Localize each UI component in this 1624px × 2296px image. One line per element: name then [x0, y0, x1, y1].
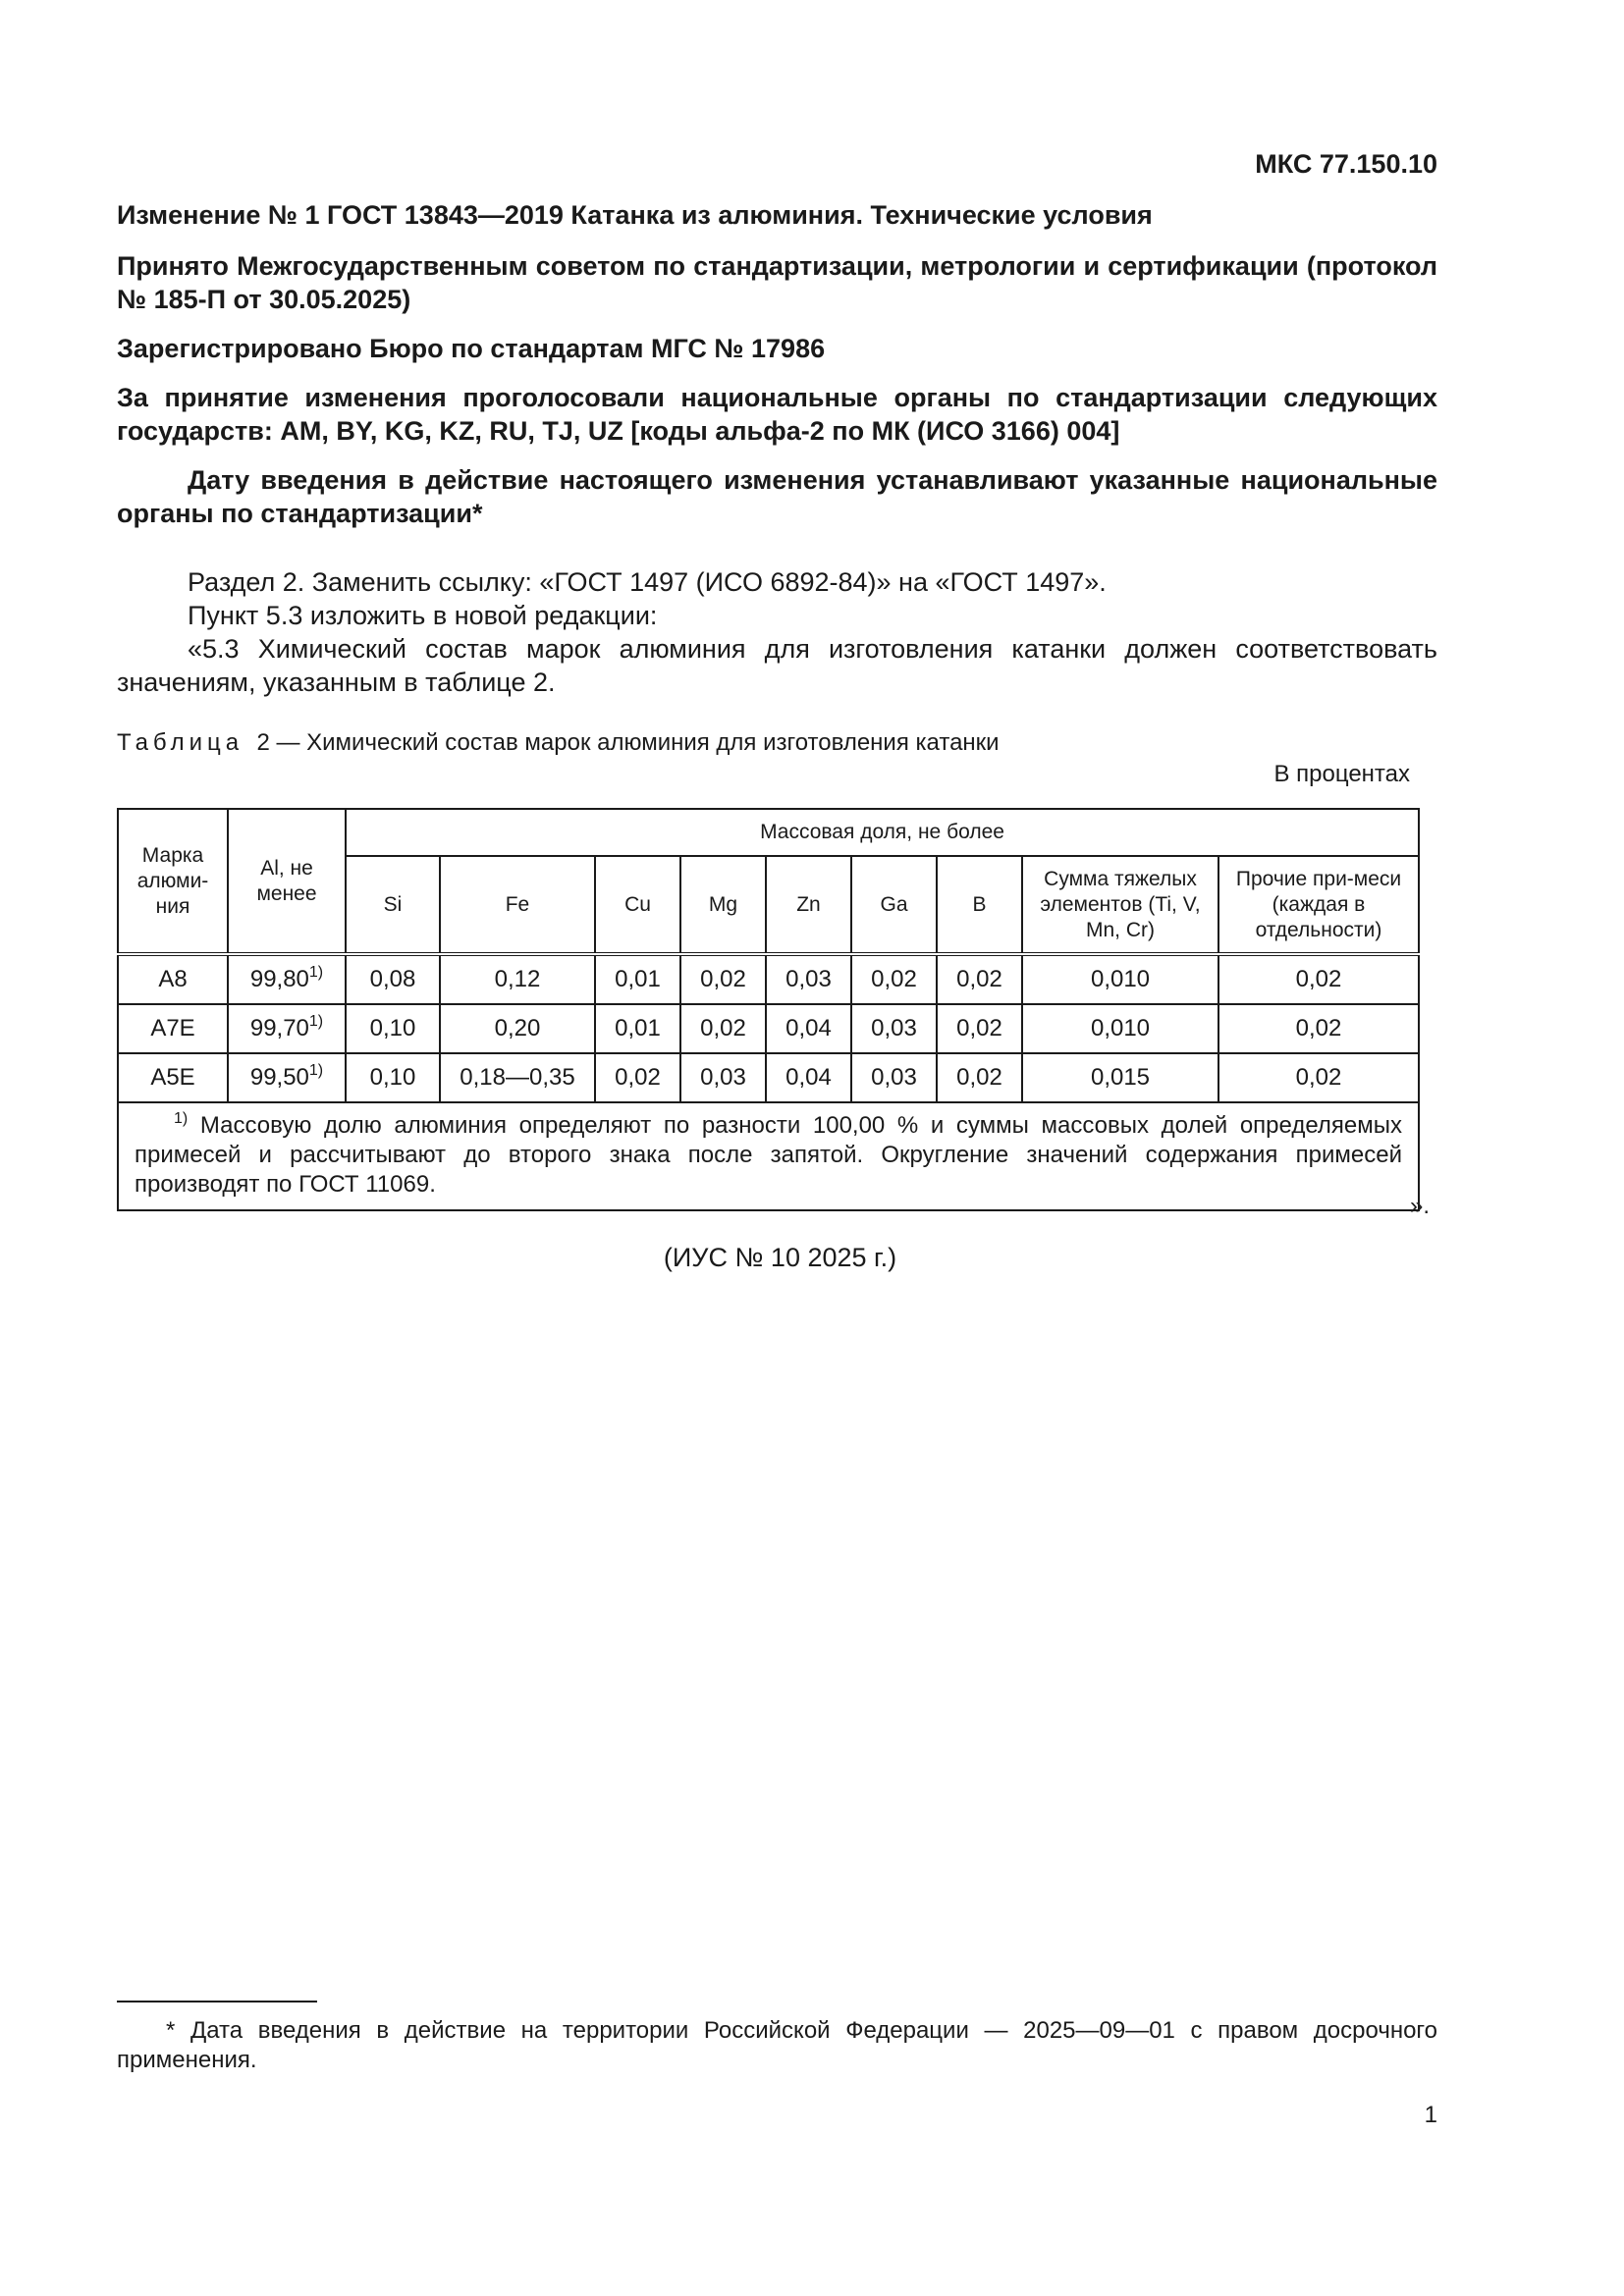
cell-heavy: 0,010: [1022, 1004, 1218, 1053]
footnote-ref: 1): [308, 964, 324, 981]
cell-zn: 0,04: [766, 1053, 851, 1102]
adoption-statement: Принято Межгосударственным советом по стандартизации, метрологии и сертификации (протокол № 185-П от 30.05.2025): [117, 251, 1437, 314]
paragraph-clause-5-3: Пункт 5.3 изложить в новой редакции:: [188, 601, 658, 630]
cell-grade: А8: [118, 954, 228, 1004]
table-note-text: Массовую долю алюминия определяют по разности 100,00 % и суммы массовых долей определяемых примесей и рассчитывают до второго знака после запятой. Округление значений содержания примесей производят по ГОСТ 11069.: [135, 1112, 1402, 1198]
effective-date-statement: Дату введения в действие настоящего изменения устанавливают указанные национальные органы по стандартизации*: [117, 465, 1437, 528]
paragraph-section-2: Раздел 2. Заменить ссылку: «ГОСТ 1497 (ИСО 6892-84)» на «ГОСТ 1497».: [188, 567, 1107, 597]
table-row: [118, 954, 1419, 1004]
cell-al: [228, 1053, 346, 1102]
header-al: Al, не менее: [228, 809, 346, 954]
chemical-composition-table: [117, 808, 1420, 1211]
cell-heavy: 0,010: [1022, 954, 1218, 1004]
cell-si: 0,08: [346, 954, 440, 1004]
cell-cu: 0,01: [595, 954, 680, 1004]
cell-al: [228, 954, 346, 1004]
cell-cu: 0,01: [595, 1004, 680, 1053]
cell-cu: 0,02: [595, 1053, 680, 1102]
cell-ga: 0,03: [851, 1004, 937, 1053]
cell-mg: 0,02: [680, 954, 766, 1004]
header-mass-fraction: Массовая доля, не более: [346, 809, 1419, 856]
header-fe: Fe: [440, 856, 595, 954]
cell-si: 0,10: [346, 1004, 440, 1053]
footnote-ref: 1): [308, 1013, 324, 1030]
header-heavy-elements: Сумма тяжелых элементов (Ti, V, Mn, Cr): [1022, 856, 1218, 954]
voting-statement: За принятие изменения проголосовали национальные органы по стандартизации следующих государств: AM, BY, KG, KZ, RU, TJ, UZ [коды альфа-2 по МК (ИСО 3166) 004]: [117, 383, 1437, 446]
cell-ga: 0,02: [851, 954, 937, 1004]
cell-al-value: 99,80: [249, 966, 309, 992]
page-number: 1: [1424, 2102, 1437, 2128]
cell-b: 0,02: [937, 954, 1022, 1004]
cell-fe: 0,12: [440, 954, 595, 1004]
cell-other: 0,02: [1218, 1053, 1419, 1102]
cell-b: 0,02: [937, 1053, 1022, 1102]
header-zn: Zn: [766, 856, 851, 954]
cell-heavy: 0,015: [1022, 1053, 1218, 1102]
table-note-row: [118, 1102, 1419, 1210]
cell-fe: 0,18—0,35: [440, 1053, 595, 1102]
cell-grade: А5Е: [118, 1053, 228, 1102]
table-units: В процентах: [1273, 761, 1410, 787]
cell-al: [228, 1004, 346, 1053]
table-caption: [117, 728, 1000, 758]
header-b: B: [937, 856, 1022, 954]
cell-ga: 0,03: [851, 1053, 937, 1102]
footnote: * Дата введения в действие на территории Российской Федерации — 2025—09—01 с правом досрочного применения.: [117, 2017, 1437, 2073]
cell-al-value: 99,70: [249, 1015, 309, 1041]
table-caption-text: 2 — Химический состав марок алюминия для изготовления катанки: [256, 729, 1000, 756]
cell-zn: 0,03: [766, 954, 851, 1004]
footnote-separator: [117, 2001, 317, 2002]
header-ga: Ga: [851, 856, 937, 954]
cell-mg: 0,03: [680, 1053, 766, 1102]
table-caption-prefix: Таблица: [117, 729, 244, 756]
closing-quote: ».: [1410, 1193, 1431, 1219]
header-other-impurities: Прочие при-меси (каждая в отдельности): [1218, 856, 1419, 954]
cell-b: 0,02: [937, 1004, 1022, 1053]
header-si: Si: [346, 856, 440, 954]
header-mg: Mg: [680, 856, 766, 954]
footnote-ref: 1): [308, 1062, 324, 1079]
cell-si: 0,10: [346, 1053, 440, 1102]
cell-other: 0,02: [1218, 954, 1419, 1004]
table-row: [118, 1053, 1419, 1102]
mks-code: МКС 77.150.10: [1255, 149, 1437, 179]
header-grade: Марка алюми-ния: [118, 809, 228, 954]
cell-grade: А7Е: [118, 1004, 228, 1053]
table-row: [118, 1004, 1419, 1053]
header-cu: Cu: [595, 856, 680, 954]
cell-fe: 0,20: [440, 1004, 595, 1053]
cell-other: 0,02: [1218, 1004, 1419, 1053]
table-note-marker: 1): [174, 1110, 189, 1127]
cell-mg: 0,02: [680, 1004, 766, 1053]
cell-al-value: 99,50: [249, 1064, 309, 1091]
paragraph-new-5-3: «5.3 Химический состав марок алюминия для изготовления катанки должен соответствовать значениям, указанным в таблице 2.: [117, 634, 1437, 697]
registration-statement: Зарегистрировано Бюро по стандартам МГС № 17986: [117, 334, 826, 363]
cell-zn: 0,04: [766, 1004, 851, 1053]
ius-reference: (ИУС № 10 2025 г.): [663, 1243, 897, 1272]
amendment-title: Изменение № 1 ГОСТ 13843—2019 Катанка из алюминия. Технические условия: [117, 200, 1153, 230]
table-note: [118, 1102, 1419, 1210]
